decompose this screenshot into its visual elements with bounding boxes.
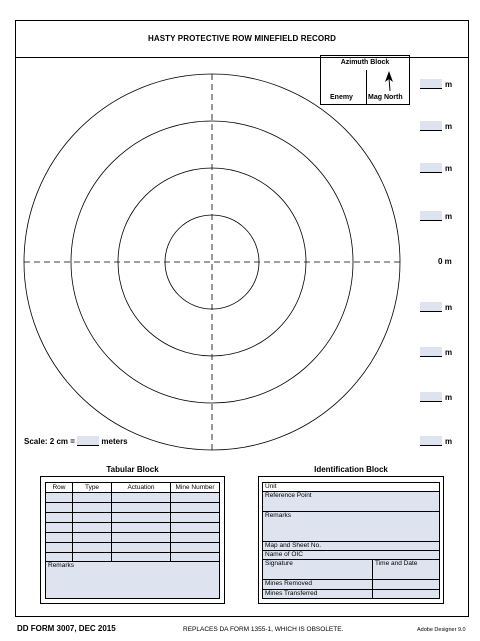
oic-name-field[interactable]: Name of OIC	[262, 550, 440, 559]
meter-label-4[interactable]: m	[420, 211, 460, 221]
meter-label-3[interactable]: m	[420, 163, 460, 173]
form-title: HASTY PROTECTIVE ROW MINEFIELD RECORD	[147, 34, 336, 43]
mines-removed-label: Mines Removed	[263, 580, 373, 589]
table-row	[46, 513, 220, 523]
azimuth-block	[320, 55, 410, 105]
identification-block-title: Identification Block	[314, 465, 388, 474]
unit-field[interactable]: Unit	[262, 482, 440, 491]
signature-row	[262, 559, 440, 579]
tabular-remarks-label: Remarks	[48, 562, 75, 569]
ring-4	[24, 74, 400, 450]
scale-prefix: Scale: 2 cm =	[24, 437, 75, 446]
scale-line	[24, 436, 128, 446]
col-actuation: Actuation	[112, 483, 171, 493]
tabular-block-title: Tabular Block	[106, 465, 159, 474]
table-row	[46, 523, 220, 533]
meter-label-8[interactable]: m	[420, 436, 460, 446]
map-sheet-field[interactable]: Map and Sheet No.	[262, 541, 440, 550]
tabular-table	[45, 482, 220, 563]
north-arrow-icon	[382, 70, 396, 92]
id-remarks-field[interactable]: Remarks	[262, 511, 440, 541]
identification-block	[258, 476, 444, 604]
mines-transferred-label: Mines Transferred	[263, 590, 373, 598]
designer-note: Adobe Designer 9.0	[417, 627, 466, 633]
scale-input[interactable]	[77, 436, 99, 446]
mines-transferred-field[interactable]	[373, 590, 439, 598]
col-row: Row	[46, 483, 73, 493]
table-row	[46, 503, 220, 513]
tabular-remarks-field[interactable]	[45, 561, 220, 599]
azimuth-title: Azimuth Block	[340, 59, 390, 66]
meter-label-6[interactable]: m	[420, 347, 460, 357]
meter-label-zero: 0 m	[438, 257, 452, 266]
reference-point-field[interactable]: Reference Point	[262, 491, 440, 511]
table-row	[46, 493, 220, 503]
form-number: DD FORM 3007, DEC 2015	[17, 624, 116, 633]
table-row	[46, 533, 220, 543]
enemy-label: Enemy	[330, 94, 353, 101]
mines-transferred-row	[262, 589, 440, 599]
col-mine-number: Mine Number	[171, 483, 220, 493]
ring-3	[71, 121, 353, 403]
mag-north-label: Mag North	[368, 94, 403, 101]
tabular-block	[40, 476, 225, 604]
time-date-field[interactable]: Time and Date	[373, 560, 439, 579]
identification-fields	[262, 482, 440, 599]
azimuth-divider	[366, 70, 367, 105]
mines-removed-row	[262, 579, 440, 589]
meter-label-1[interactable]: m	[420, 79, 460, 89]
col-type: Type	[73, 483, 112, 493]
meter-label-7[interactable]: m	[420, 392, 460, 402]
signature-field[interactable]: Signature	[263, 560, 373, 579]
scale-suffix: meters	[101, 437, 128, 446]
replaces-note: REPLACES DA FORM 1355-1, WHICH IS OBSOLETE.	[183, 626, 344, 633]
meter-label-5[interactable]: m	[420, 302, 460, 312]
meter-label-2[interactable]: m	[420, 121, 460, 131]
table-row	[46, 543, 220, 553]
mines-removed-field[interactable]	[373, 580, 439, 589]
